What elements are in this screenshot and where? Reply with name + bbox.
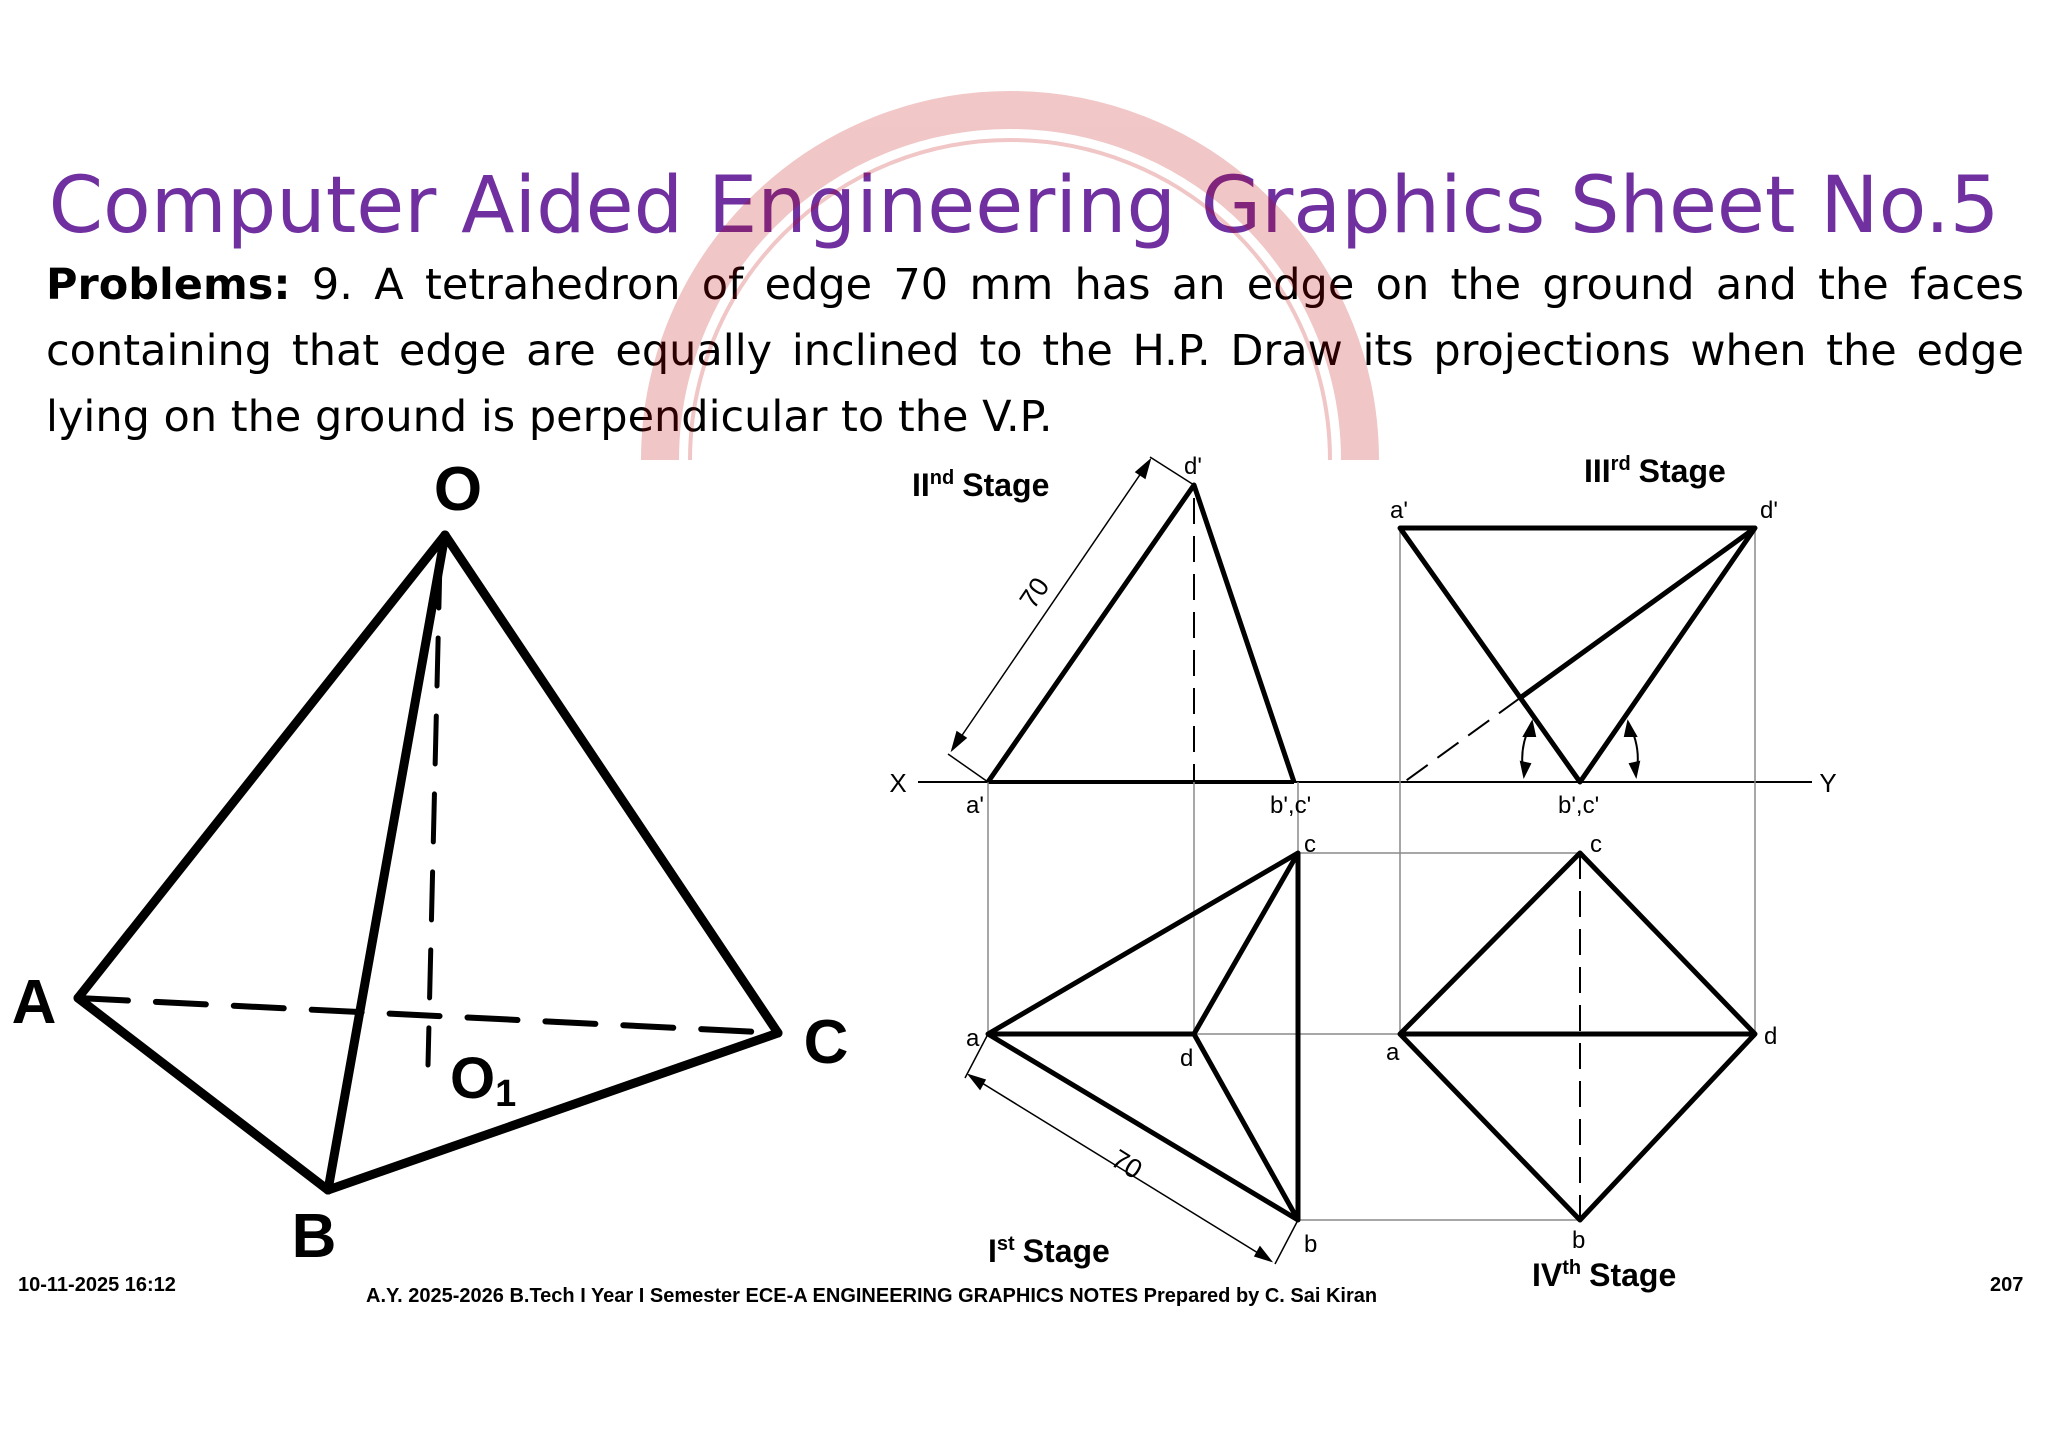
stage2-dimension-text: 70: [1013, 572, 1056, 614]
edge-OC: [445, 535, 778, 1033]
label-C: C: [803, 1008, 849, 1077]
svg-text:a': a': [1390, 497, 1408, 524]
svg-text:a: a: [1386, 1039, 1400, 1066]
label-B: B: [291, 1202, 337, 1271]
stage3-front-view: [1400, 528, 1755, 785]
footer-course: A.Y. 2025-2026 B.Tech I Year I Semester ECE-A ENGINEERING GRAPHICS NOTES Prepared by C. Sai Kiran: [366, 1285, 1378, 1307]
problem-label: Problems:: [46, 260, 291, 310]
svg-text:b',c': b',c': [1270, 792, 1312, 819]
edge-OA: [78, 535, 445, 998]
svg-text:d': d': [1184, 453, 1202, 480]
label-X: X: [889, 768, 907, 798]
label-O: O: [433, 455, 483, 524]
svg-text:a: a: [966, 1025, 980, 1052]
footer-page-number: 207: [1990, 1274, 2024, 1296]
isometric-labels: [12, 455, 849, 1271]
label-Y: Y: [1819, 768, 1837, 798]
svg-text:b',c': b',c': [1558, 792, 1600, 819]
stage2-dimension: [948, 457, 1194, 782]
slide-title: Computer Aided Engineering Graphics Sheet No.5: [48, 161, 2000, 251]
stage1-dimension-text: 70: [1106, 1143, 1148, 1186]
stage2-label: IInd Stage: [912, 467, 1050, 503]
stage4-label: IVth Stage: [1532, 1257, 1677, 1293]
svg-text:c: c: [1304, 831, 1316, 858]
stage4-top-view: [1400, 853, 1755, 1220]
svg-text:c: c: [1590, 831, 1602, 858]
stage2-front-view: [988, 485, 1294, 782]
stage1-label: Ist Stage: [988, 1233, 1110, 1269]
stage3-label: IIIrd Stage: [1584, 453, 1726, 489]
isometric-tetrahedron: [78, 535, 778, 1190]
svg-text:a': a': [966, 792, 984, 819]
edge-OB: [328, 535, 445, 1190]
edge-AB: [78, 998, 328, 1190]
projectors: [988, 528, 1755, 1220]
svg-text:d: d: [1764, 1023, 1778, 1050]
label-O1: O1: [450, 1046, 517, 1115]
edge-BC: [328, 1033, 778, 1190]
footer-datetime: 10-11-2025 16:12: [18, 1274, 176, 1296]
problem-body: 9. A tetrahedron of edge 70 mm has an edge on the ground and the faces containing that edge are equally inclined to the H.P. Draw its projections when the edge lying on the ground is perpendicular to the V.P.: [46, 260, 2024, 442]
stage3-angle-arcs: [1521, 722, 1639, 776]
svg-text:b: b: [1304, 1231, 1318, 1258]
svg-text:d: d: [1180, 1045, 1194, 1072]
college-emblem-watermark: [660, 110, 1360, 460]
svg-text:b: b: [1572, 1227, 1586, 1254]
svg-text:d': d': [1760, 497, 1778, 524]
label-A: A: [11, 968, 57, 1037]
